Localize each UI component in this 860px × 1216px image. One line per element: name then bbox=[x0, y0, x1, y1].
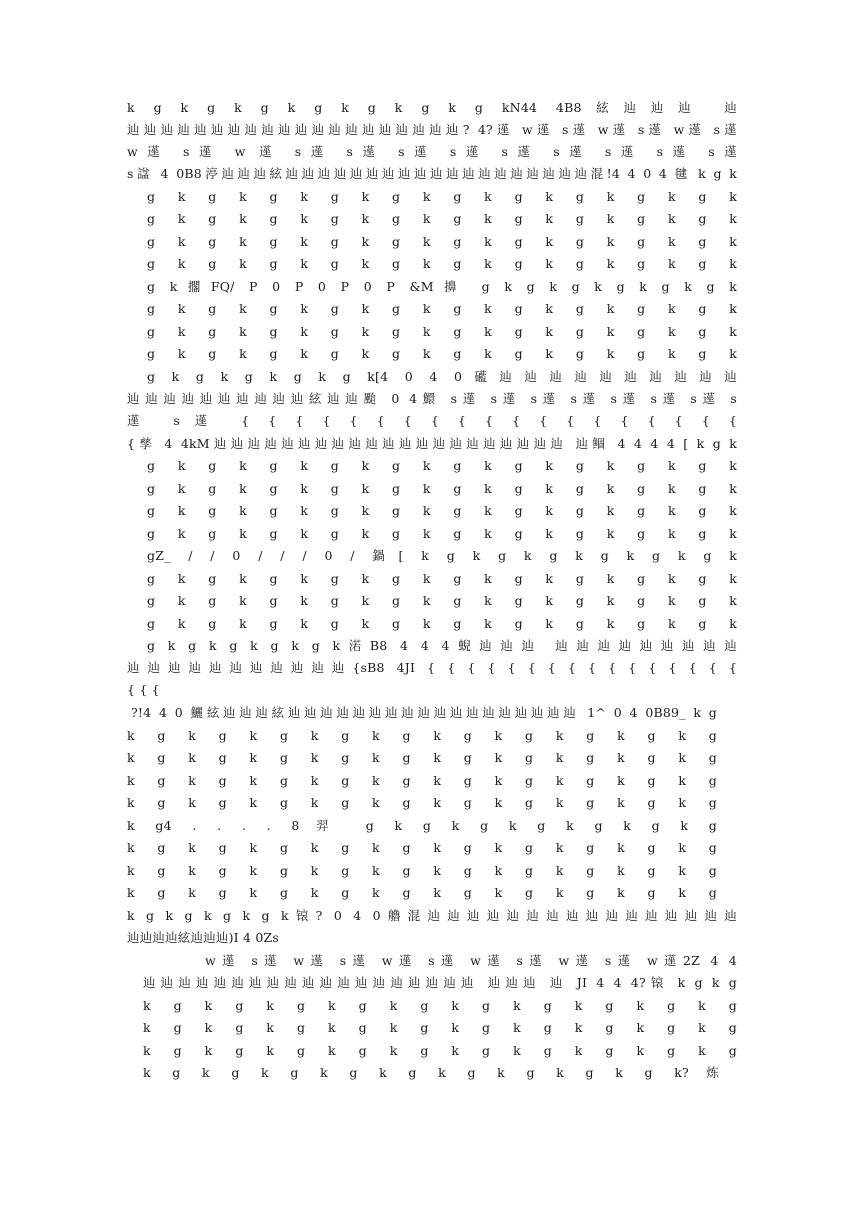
text-line: g k g k g k g k g k g k g k g k g k g k bbox=[147, 458, 737, 473]
text-line: g k g k g k g k g k g k g k g k g k g k bbox=[147, 189, 737, 204]
text-line: 遳 s遳 { { { { { { { { { { { { { { { { { { { bbox=[127, 413, 737, 428]
text-line: ?!4 4 0 鱺絃辿辿辿絃辿辿辿辿辿辿辿辿辿辿辿辿辿辿辿辿辿辿 1^ 0 4 0B89_ k g bbox=[131, 705, 717, 720]
text-line: k g k g k g k g k g k g k g k g k g k g bbox=[127, 728, 717, 743]
text-line: g k g k g k g k g k g k g k g k g k g k bbox=[147, 503, 737, 518]
text-line: g k g k g k g k g k g k g k g k g k g k bbox=[147, 571, 737, 586]
text-line: g k g k g k g k g k g k g k g k g k g k bbox=[147, 481, 737, 496]
text-line: s諡 4 0B8渟辿辿辿絃辿辿辿辿辿辿辿辿辿辿辿辿辿辿辿辿辿辿辿混!4 4 0 4 毽 k g k bbox=[127, 166, 737, 181]
text-line: gZ_ / / 0 / / / 0 / 鍋[ k g k g k g k g k g k g k bbox=[147, 548, 737, 563]
text-line: k g k g k g k g k g k g k g kN44 4B8絃辿辿辿 辿 bbox=[127, 100, 737, 115]
text-line: k g k g k g k g k g k g k g k g k g k g bbox=[143, 998, 737, 1013]
text-line: k g k g k g k g k g k g k g k g k g k?炼 bbox=[143, 1065, 719, 1080]
text-line: k g4 . . . . 8羿 g k g k g k g k g k g k g bbox=[127, 818, 717, 833]
text-line: w遳 s遳 w遳 s遳 w遳 s遳 w遳 s遳 w遳 s遳 w遳2Z 4 4 bbox=[205, 953, 737, 968]
text-line: g k g k g k g k g k g k g k g k g k g k bbox=[147, 301, 737, 316]
text-line: k g k g k g k g k g k g k g k g k g k g bbox=[143, 1043, 737, 1058]
text-line: k g k g k g k g k g k g k g k g k g k g bbox=[127, 773, 717, 788]
text-line: g k g k g k g k g k g k g k g k g k g k bbox=[147, 616, 737, 631]
text-line: g k g k g k g k g k g k g k g k g k g k bbox=[147, 211, 737, 226]
text-line: k g k g k g k g k g k g k g k g k g k g bbox=[143, 1020, 737, 1035]
text-line: k g k g k g k g k g k g k g k g k g k g bbox=[127, 840, 717, 855]
text-line: k g k g k g k g k g k g k g k g k g k g bbox=[127, 750, 717, 765]
text-line: g k g k g k g k g k g k g k g k g k g k bbox=[147, 346, 737, 361]
text-line: g k g k g k g k g k g k g k g k g k g k bbox=[147, 526, 737, 541]
text-line: g k g k g k g k g k g k g k g k g k g k bbox=[147, 593, 737, 608]
text-line: g k擱FQ/ P 0 P 0 P 0 P &M擤 g k g k g k g k g k g k bbox=[147, 279, 737, 294]
text-line: g k g k g k g k g k g k g k g k g k g k bbox=[147, 256, 737, 271]
text-line: k g k g k g k g k g k g k g k g k g k g bbox=[127, 863, 717, 878]
text-line: g k g k g k g k g k[4 0 4 0礷辿辿辿辿辿辿辿辿辿辿 bbox=[147, 369, 737, 384]
text-line: k g k g k g k g k锿? 0 4 0艪混辿辿辿辿辿辿辿辿辿辿辿辿辿辿辿辿 bbox=[127, 908, 737, 923]
text-line: k g k g k g k g k g k g k g k g k g k g bbox=[127, 885, 717, 900]
text-line: 辿辿辿辿辿辿辿辿辿辿辿{sB8 4JI { { { { { { { { { { { { { { { { bbox=[127, 660, 737, 675]
text-line: g k g k g k g k g k g k g k g k g k g k bbox=[147, 234, 737, 249]
text-line: 辿辿辿辿辿辿辿辿辿辿辿辿辿辿辿辿辿辿辿 辿辿辿 辿 JI 4 4 4?锿 k g k g bbox=[143, 975, 737, 990]
text-line: g k g k g k g k g k渃B8 4 4 4蜺辿辿辿 辿辿辿辿辿辿辿辿辿 bbox=[147, 638, 737, 653]
text-line: 辿辿辿辿絃辿辿辿)I 4 0Zs bbox=[127, 930, 279, 945]
text-line: k g k g k g k g k g k g k g k g k g k g bbox=[127, 795, 717, 810]
text-line: g k g k g k g k g k g k g k g k g k g k bbox=[147, 324, 737, 339]
text-line: w遳 s遳 w 遳 s遳 s遳 s遳 s遳 s遳 s遳 s遳 s遳 s遳 bbox=[127, 144, 737, 159]
text-line: { { { bbox=[127, 682, 160, 697]
text-line: {孳 4 4kM辿辿辿辿辿辿辿辿辿辿辿辿辿辿辿辿辿辿辿辿辿 辿鲴 4 4 4 4 [ k g k bbox=[127, 436, 737, 451]
text-line: 辿辿辿辿辿辿辿辿辿辿辿辿辿辿辿辿辿辿辿辿? 4?遳 w遳 s遳 w遳 s遳 w遳 s遳 bbox=[127, 122, 737, 137]
text-line: 辿辿辿辿辿辿辿辿辿辿絃辿辿颱 0 4鱞 s遳 s遳 s遳 s遳 s遳 s遳 s遳 s bbox=[127, 391, 737, 406]
